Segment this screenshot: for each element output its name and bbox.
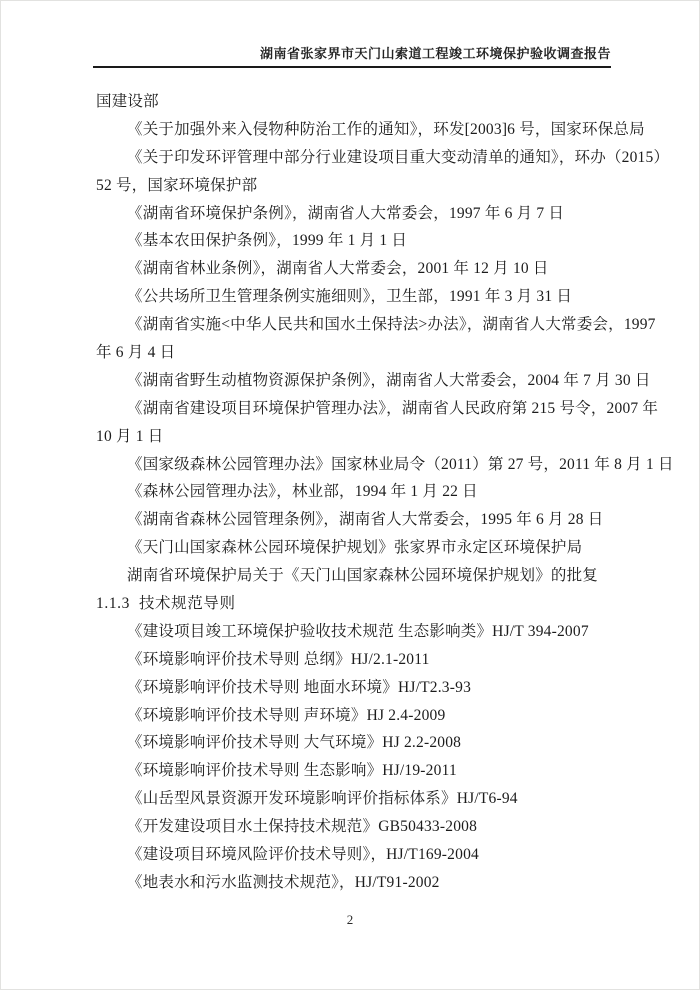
doc-line: 10 月 1 日 (96, 427, 164, 445)
doc-line: 《湖南省实施<中华人民共和国水土保持法>办法》，湖南省人大常委会，1997 (127, 316, 656, 334)
doc-line: 《建设项目竣工环境保护验收技术规范 生态影响类》HJ/T 394-2007 (127, 622, 589, 640)
doc-line: 《湖南省森林公园管理条例》，湖南省人大常委会，1995 年 6 月 28 日 (127, 511, 604, 529)
page-footer (1, 911, 699, 929)
doc-line: 《环境影响评价技术导则 大气环境》HJ 2.2-2008 (127, 734, 462, 752)
doc-line: 《湖南省环境保护条例》，湖南省人大常委会，1997 年 6 月 7 日 (127, 204, 565, 222)
doc-line: 《森林公园管理办法》，林业部，1994 年 1 月 22 日 (127, 483, 478, 501)
doc-line: 《环境影响评价技术导则 总纲》HJ/2.1-2011 (127, 650, 430, 668)
doc-line: 《湖南省建设项目环境保护管理办法》，湖南省人民政府第 215 号令，2007 年 (127, 399, 659, 417)
doc-line: 《建设项目环境风险评价技术导则》，HJ/T169-2004 (127, 846, 479, 864)
doc-line: 《山岳型风景资源开发环境影响评价指标体系》HJ/T6-94 (127, 790, 518, 808)
section-heading: 1.1.3 技术规范导则 (96, 595, 236, 613)
doc-line: 《国家级森林公园管理办法》国家林业局令（2011）第 27 号，2011 年 8 月 1 日 (127, 455, 674, 473)
header-rule (93, 66, 611, 68)
doc-line: 国建设部 (96, 93, 159, 110)
doc-line: 《地表水和污水监测技术规范》，HJ/T91-2002 (127, 873, 440, 891)
doc-line: 湖南省环境保护局关于《天门山国家森林公园环境保护规划》的批复 (127, 567, 599, 585)
running-header-title: 湖南省张家界市天门山索道工程竣工环境保护验收调查报告 (259, 46, 611, 61)
doc-line: 《关于加强外来入侵物种防治工作的通知》，环发[2003]6 号，国家环保总局 (127, 120, 645, 138)
page-header (93, 43, 611, 68)
body-text (96, 88, 674, 897)
doc-line: 《环境影响评价技术导则 声环境》HJ 2.4-2009 (127, 706, 446, 724)
page-number: 2 (346, 912, 354, 927)
doc-line: 《基本农田保护条例》，1999 年 1 月 1 日 (127, 232, 408, 250)
doc-line: 年 6 月 4 日 (96, 344, 176, 362)
doc-line: 《关于印发环评管理中部分行业建设项目重大变动清单的通知》，环办（2015） (127, 148, 670, 166)
doc-line: 《开发建设项目水土保持技术规范》GB50433-2008 (127, 818, 478, 836)
doc-line: 52 号，国家环境保护部 (96, 176, 258, 194)
doc-line: 《湖南省林业条例》，湖南省人大常委会，2001 年 12 月 10 日 (127, 260, 549, 278)
doc-line: 《环境影响评价技术导则 地面水环境》HJ/T2.3-93 (127, 678, 472, 696)
doc-line: 《天门山国家森林公园环境保护规划》张家界市永定区环境保护局 (127, 539, 583, 557)
doc-line: 《环境影响评价技术导则 生态影响》HJ/19-2011 (127, 762, 457, 780)
doc-line: 《湖南省野生动植物资源保护条例》，湖南省人大常委会，2004 年 7 月 30 日 (127, 371, 651, 389)
doc-line: 《公共场所卫生管理条例实施细则》，卫生部，1991 年 3 月 31 日 (127, 288, 573, 306)
